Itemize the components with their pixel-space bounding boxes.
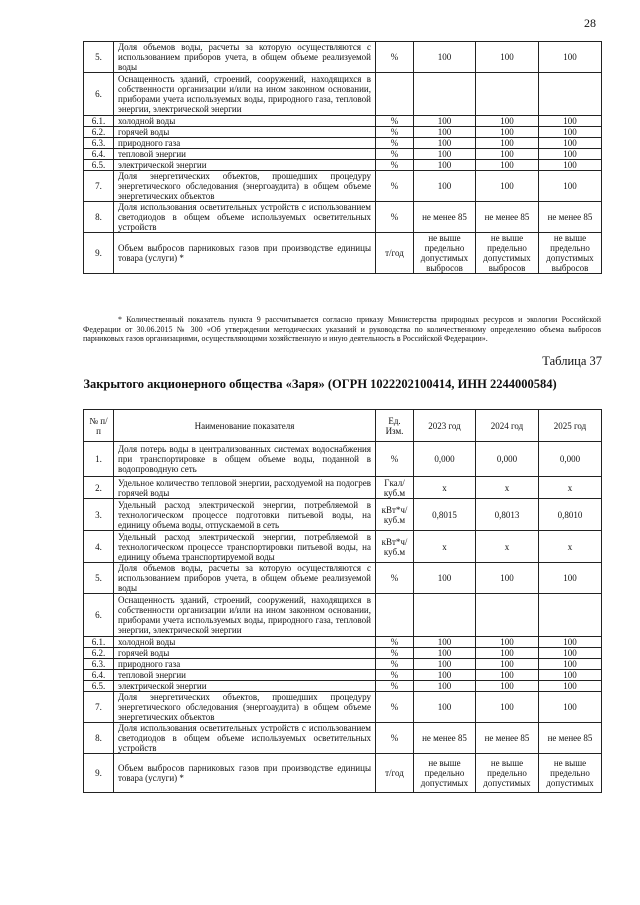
page-number: 28 [584,16,596,30]
value-year-1: не выше предельно допустимых [414,754,476,793]
table-row [84,563,602,594]
table-row [84,499,602,531]
indicator-name: природного газа [114,659,376,670]
unit: % [376,442,414,477]
unit: % [376,648,414,659]
value-year-1: 100 [414,160,476,171]
header-year-2: 2024 год [476,410,539,442]
value-year-2 [476,594,539,637]
value-year-1 [414,594,476,637]
indicator-name: холодной воды [114,116,376,127]
value-year-1 [414,73,476,116]
row-number: 6.5. [84,681,114,692]
value-year-1: 100 [414,42,476,73]
indicator-name: горячей воды [114,127,376,138]
row-number: 7. [84,692,114,723]
indicator-name: Объем выбросов парниковых газов при производстве единицы товара (услуги) * [114,233,376,274]
footnote: * Количественный показатель пункта 9 рассчитывается согласно приказу Министерства природных ресурсов и экологии Российской Федерации от 30.06.2015 № 300 «Об утверждении методических указаний и руководства по количественному определению объема выбросов парниковых газов организациями, осуществляющими хозяйственную и иную деятельность в Российской Федерации». [83,315,601,343]
table-row [84,442,602,477]
value-year-3: x [539,531,602,563]
unit [376,73,414,116]
indicator-name: Оснащенность зданий, строений, сооружений, находящихся в собственности организации и/или на ином законном основании, приборами учета используемых воды, природного газа, тепловой энергии, электрической энергии [114,594,376,637]
table-row [84,116,602,127]
value-year-3: 100 [539,563,602,594]
value-year-3: 100 [539,149,602,160]
value-year-1: не выше предельно допустимых выбросов [414,233,476,274]
value-year-2: x [476,531,539,563]
unit: % [376,723,414,754]
value-year-1: x [414,477,476,499]
row-number: 5. [84,42,114,73]
row-number: 8. [84,723,114,754]
row-number: 6.4. [84,149,114,160]
value-year-3: 100 [539,692,602,723]
unit: % [376,637,414,648]
unit: т/год [376,233,414,274]
indicator-name: природного газа [114,138,376,149]
value-year-1: 100 [414,138,476,149]
value-year-1: 100 [414,563,476,594]
value-year-1: 0,8015 [414,499,476,531]
value-year-2: не менее 85 [476,723,539,754]
value-year-1: 100 [414,648,476,659]
value-year-2: 100 [476,637,539,648]
unit: % [376,692,414,723]
value-year-1: 100 [414,116,476,127]
value-year-3: 100 [539,127,602,138]
row-number: 2. [84,477,114,499]
table-row [84,171,602,202]
value-year-2: 100 [476,160,539,171]
value-year-2: 100 [476,681,539,692]
row-number: 9. [84,233,114,274]
value-year-2: 100 [476,138,539,149]
unit: % [376,171,414,202]
value-year-1: не менее 85 [414,202,476,233]
unit: % [376,160,414,171]
unit: кВт*ч/ куб.м [376,531,414,563]
value-year-3: 100 [539,681,602,692]
value-year-3: 100 [539,160,602,171]
header-number: № п/п [84,410,114,442]
value-year-3: x [539,477,602,499]
unit: % [376,202,414,233]
table-row [84,127,602,138]
value-year-1: 100 [414,149,476,160]
unit: т/год [376,754,414,793]
row-number: 6. [84,594,114,637]
indicator-name: Удельный расход электрической энергии, потребляемой в технологическом процессе транспортировки питьевой воды, на единицу объема транспортируемой воды [114,531,376,563]
value-year-2: не выше предельно допустимых выбросов [476,233,539,274]
value-year-2 [476,73,539,116]
indicator-table-top-body [84,42,602,274]
value-year-3: 100 [539,171,602,202]
indicator-name: Удельный расход электрической энергии, потребляемой в технологическом процессе подготовки питьевой воды, на единицу объема воды, отпускаемой в сеть [114,499,376,531]
value-year-2: 100 [476,116,539,127]
value-year-2: 100 [476,149,539,160]
unit: Гкал/ куб.м [376,477,414,499]
indicator-name: Доля объемов воды, расчеты за которую осуществляются с использованием приборов учета, в общем объеме реализуемой воды [114,563,376,594]
table-row [84,754,602,793]
indicator-name: Доля использования осветительных устройств с использованием светодиодов в общем объеме используемых осветительных устройств [114,202,376,233]
indicator-table-top [83,41,602,274]
value-year-2: 100 [476,648,539,659]
indicator-name: Доля объемов воды, расчеты за которую осуществляются с использованием приборов учета, в общем объеме реализуемой воды [114,42,376,73]
indicator-table-bottom-body [84,442,602,793]
value-year-2: 0,8013 [476,499,539,531]
unit: % [376,563,414,594]
value-year-3: 100 [539,659,602,670]
value-year-3: не менее 85 [539,723,602,754]
value-year-3 [539,594,602,637]
value-year-2: не выше предельно допустимых [476,754,539,793]
indicator-name: Объем выбросов парниковых газов при производстве единицы товара (услуги) * [114,754,376,793]
value-year-3: 0,000 [539,442,602,477]
row-number: 5. [84,563,114,594]
value-year-2: 100 [476,692,539,723]
value-year-2: 100 [476,171,539,202]
unit: % [376,670,414,681]
value-year-2: 100 [476,659,539,670]
value-year-3: 100 [539,42,602,73]
unit: % [376,149,414,160]
row-number: 6.3. [84,659,114,670]
unit: % [376,42,414,73]
value-year-2: 0,000 [476,442,539,477]
value-year-3: 100 [539,670,602,681]
value-year-1: 100 [414,681,476,692]
table-row [84,594,602,637]
row-number: 6.1. [84,116,114,127]
value-year-2: 100 [476,127,539,138]
table-row [84,233,602,274]
value-year-3: 100 [539,116,602,127]
row-number: 8. [84,202,114,233]
table-row [84,637,602,648]
value-year-1: 0,000 [414,442,476,477]
row-number: 3. [84,499,114,531]
table-row [84,692,602,723]
unit: % [376,138,414,149]
row-number: 1. [84,442,114,477]
table-row [84,659,602,670]
indicator-name: Доля энергетических объектов, прошедших процедуру энергетического обследования (энергоаудита) в общем объеме энергетических объектов [114,692,376,723]
value-year-3: не менее 85 [539,202,602,233]
table-row [84,477,602,499]
indicator-name: электрической энергии [114,681,376,692]
indicator-name: тепловой энергии [114,149,376,160]
value-year-3: 100 [539,138,602,149]
unit: % [376,116,414,127]
value-year-1: 100 [414,670,476,681]
value-year-3: не выше предельно допустимых [539,754,602,793]
value-year-2: 100 [476,42,539,73]
row-number: 4. [84,531,114,563]
table-row [84,681,602,692]
value-year-1: 100 [414,659,476,670]
value-year-3: 0,8010 [539,499,602,531]
indicator-table-bottom [83,409,602,793]
unit [376,594,414,637]
value-year-2: не менее 85 [476,202,539,233]
unit: % [376,681,414,692]
header-year-1: 2023 год [414,410,476,442]
header-year-3: 2025 год [539,410,602,442]
value-year-3: не выше предельно допустимых выбросов [539,233,602,274]
indicator-name: Доля использования осветительных устройств с использованием светодиодов в общем объеме используемых осветительных устройств [114,723,376,754]
row-number: 6.2. [84,127,114,138]
row-number: 7. [84,171,114,202]
value-year-1: x [414,531,476,563]
unit: % [376,659,414,670]
table-row [84,648,602,659]
header-unit: Ед. Изм. [376,410,414,442]
value-year-1: 100 [414,692,476,723]
value-year-1: 100 [414,171,476,202]
table-header-row [84,410,602,442]
row-number: 9. [84,754,114,793]
table-row [84,160,602,171]
table-row [84,42,602,73]
indicator-name: электрической энергии [114,160,376,171]
value-year-1: не менее 85 [414,723,476,754]
value-year-1: 100 [414,637,476,648]
indicator-name: Доля потерь воды в централизованных системах водоснабжения при транспортировке в общем объеме воды, поданной в водопроводную сеть [114,442,376,477]
indicator-name: Доля энергетических объектов, прошедших процедуру энергетического обследования (энергоаудита) в общем объеме энергетических объектов [114,171,376,202]
value-year-2: 100 [476,563,539,594]
value-year-3 [539,73,602,116]
table-row [84,149,602,160]
indicator-name: тепловой энергии [114,670,376,681]
value-year-1: 100 [414,127,476,138]
row-number: 6.3. [84,138,114,149]
unit: кВт*ч/ куб.м [376,499,414,531]
table-row [84,73,602,116]
indicator-name: Удельное количество тепловой энергии, расходуемой на подогрев горячей воды [114,477,376,499]
row-number: 6.5. [84,160,114,171]
header-indicator: Наименование показателя [114,410,376,442]
value-year-2: x [476,477,539,499]
row-number: 6.2. [84,648,114,659]
row-number: 6.4. [84,670,114,681]
table-row [84,531,602,563]
table-label: Таблица 37 [542,354,602,368]
value-year-3: 100 [539,648,602,659]
value-year-2: 100 [476,670,539,681]
section-heading: Закрытого акционерного общества «Заря» (ОГРН 1022202100414, ИНН 2244000584) [83,377,557,391]
table-row [84,138,602,149]
table-row [84,723,602,754]
value-year-3: 100 [539,637,602,648]
indicator-name: Оснащенность зданий, строений, сооружений, находящихся в собственности организации и/или на ином законном основании, приборами учета используемых воды, природного газа, тепловой энергии, электрической энергии [114,73,376,116]
unit: % [376,127,414,138]
row-number: 6.1. [84,637,114,648]
table-row [84,670,602,681]
indicator-name: холодной воды [114,637,376,648]
indicator-name: горячей воды [114,648,376,659]
table-row [84,202,602,233]
row-number: 6. [84,73,114,116]
